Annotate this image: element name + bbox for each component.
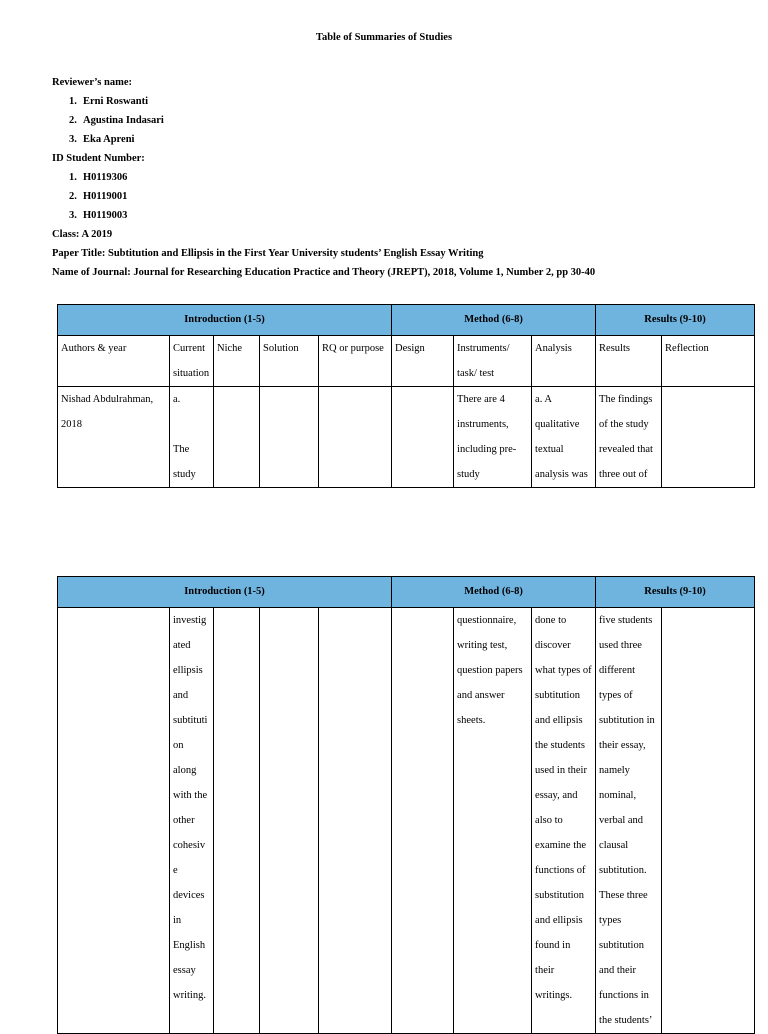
cell-current-situation: a. The study [170, 387, 214, 488]
col-reflection: Reflection [662, 336, 755, 387]
list-item: 3. Eka Apreni [69, 134, 135, 145]
section-results: Results (9-10) [596, 577, 755, 608]
col-rq-purpose: RQ or purpose [319, 336, 392, 387]
col-instruments: Instruments/ task/ test [454, 336, 532, 387]
cell-results: The findings of the study revealed that three out of [596, 387, 662, 488]
cell-authors: Nishad Abdulrahman, 2018 [58, 387, 170, 488]
list-item: 1. Erni Roswanti [69, 96, 149, 107]
cell-solution [260, 387, 319, 488]
col-solution: Solution [260, 336, 319, 387]
cell-analysis: a. A qualitative textual analysis was [532, 387, 596, 488]
list-item: 3. H0119003 [69, 210, 128, 221]
reviewer-list [52, 92, 752, 149]
cell-instruments: questionnaire, writing test, question papers and answer sheets. [454, 608, 532, 1034]
col-design: Design [392, 336, 454, 387]
cell-design [392, 608, 454, 1034]
cell-current-situation: investig ated ellipsis and subtituti on along with the other cohesiv e devices in English essay writing. [170, 608, 214, 1034]
paper-title: Paper Title: Subtitution and Ellipsis in the First Year University students’ English Essay Writing [52, 248, 484, 259]
table-row [58, 387, 755, 488]
cell-rq-purpose [319, 387, 392, 488]
section-results: Results (9-10) [596, 305, 755, 336]
section-method: Method (6-8) [392, 305, 596, 336]
list-item: 2. H0119001 [69, 191, 128, 202]
cell-solution [260, 608, 319, 1034]
cell-design [392, 387, 454, 488]
col-niche: Niche [214, 336, 260, 387]
col-authors: Authors & year [58, 336, 170, 387]
cell-niche [214, 387, 260, 488]
cell-instruments: There are 4 instruments, including pre-study [454, 387, 532, 488]
section-introduction: Introduction (1-5) [58, 577, 392, 608]
student-id-label: ID Student Number: [52, 153, 145, 164]
cell-reflection [662, 387, 755, 488]
cell-reflection [662, 608, 755, 1034]
document-title: Table of Summaries of Studies [315, 32, 453, 43]
col-analysis: Analysis [532, 336, 596, 387]
reviewer-label: Reviewer’s name: [52, 77, 132, 88]
summary-table-page-2 [57, 576, 755, 1034]
section-introduction: Introduction (1-5) [58, 305, 392, 336]
table-row [58, 608, 755, 1034]
cell-authors [58, 608, 170, 1034]
list-item: 2. Agustina Indasari [69, 115, 164, 126]
cell-results: five students used three different types of subtitution in their essay, namely nominal, verbal and clausal subtitution. These three types subtitution and their functions in the students’ [596, 608, 662, 1034]
col-current-situation: Current situation [170, 336, 214, 387]
section-header-row [58, 305, 755, 336]
section-method: Method (6-8) [392, 577, 596, 608]
col-results: Results [596, 336, 662, 387]
cell-niche [214, 608, 260, 1034]
cell-rq-purpose [319, 608, 392, 1034]
journal-name: Name of Journal: Journal for Researching Education Practice and Theory (JREPT), 2018, Volume 1, Number 2, pp 30-40 [52, 267, 596, 278]
summary-table-page-1 [57, 304, 755, 488]
column-header-row [58, 336, 755, 387]
class-line: Class: A 2019 [52, 229, 113, 240]
reviewer-info [52, 73, 752, 282]
section-header-row [58, 577, 755, 608]
cell-analysis: done to discover what types of subtitution and ellipsis the students used in their essay, and also to examine the functions of substitution and ellipsis found in their writings. [532, 608, 596, 1034]
list-item: 1. H0119306 [69, 172, 128, 183]
student-id-list [52, 168, 752, 225]
